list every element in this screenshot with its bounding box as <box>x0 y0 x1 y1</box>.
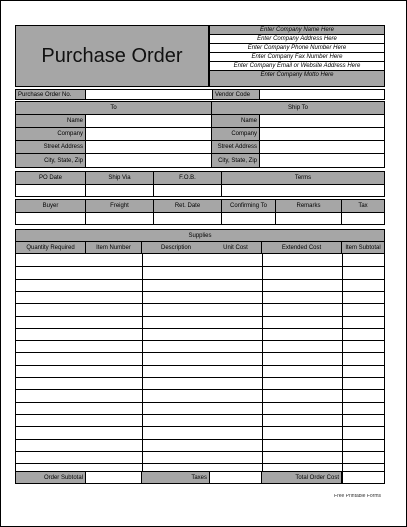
po-number-row <box>15 89 385 100</box>
table-row-divider <box>16 463 384 464</box>
company-phone-field[interactable]: Enter Company Phone Number Here <box>210 44 384 53</box>
buyer-label: Buyer <box>16 200 86 213</box>
terms-label: Terms <box>222 172 384 185</box>
total-order-cost-input[interactable] <box>342 472 384 483</box>
table-row-divider <box>16 279 384 280</box>
order-details-row2 <box>15 199 385 225</box>
table-row-divider <box>16 414 384 415</box>
to-city-label: City, State, Zip <box>16 154 86 167</box>
ship-street-input[interactable] <box>260 141 384 154</box>
remarks-input[interactable] <box>276 213 342 224</box>
to-company-label: Company <box>16 128 86 141</box>
col-divider <box>262 254 263 483</box>
to-company-input[interactable] <box>86 128 212 141</box>
ship-name-input[interactable] <box>260 115 384 128</box>
order-subtotal-label: Order Subtotal <box>16 472 86 483</box>
supplies-header: Supplies <box>16 230 384 242</box>
table-row-divider <box>16 352 384 353</box>
table-row-divider <box>16 266 384 267</box>
col-quantity-required: Quantity Required <box>16 242 86 254</box>
freight-label: Freight <box>86 200 154 213</box>
footer-text: Free Printable Forms <box>334 494 381 499</box>
ship-to-header: Ship To <box>212 102 384 115</box>
company-name-field[interactable]: Enter Company Name Here <box>210 26 384 35</box>
terms-input[interactable] <box>222 185 384 196</box>
company-email-field[interactable]: Enter Company Email or Website Address Here <box>210 62 384 71</box>
col-item-subtotal: Item Subtotal <box>342 242 384 254</box>
po-number-input[interactable] <box>86 90 226 99</box>
po-date-label: PO Date <box>16 172 86 185</box>
col-unit-cost: Unit Cost <box>210 242 262 254</box>
to-name-label: Name <box>16 115 86 128</box>
tax-label: Tax <box>342 200 384 213</box>
title-box <box>15 25 209 87</box>
ship-via-input[interactable] <box>86 185 154 196</box>
col-divider <box>342 254 343 483</box>
buyer-input[interactable] <box>16 213 86 224</box>
ship-via-label: Ship Via <box>86 172 154 185</box>
order-subtotal-input[interactable] <box>86 472 142 483</box>
vendor-code-input[interactable] <box>260 90 384 99</box>
col-divider <box>142 254 143 483</box>
tax-input[interactable] <box>342 213 384 224</box>
table-row-divider <box>16 316 384 317</box>
table-row-divider <box>16 328 384 329</box>
ship-company-label: Company <box>212 128 260 141</box>
table-row-divider <box>16 365 384 366</box>
table-row-divider <box>16 451 384 452</box>
company-info-block <box>209 25 385 87</box>
table-row-divider <box>16 340 384 341</box>
col-description: Description <box>142 242 210 254</box>
company-address-field[interactable]: Enter Company Address Here <box>210 35 384 44</box>
table-row-divider <box>16 303 384 304</box>
fob-label: F.O.B. <box>154 172 222 185</box>
to-header: To <box>16 102 212 115</box>
to-street-label: Street Address <box>16 141 86 154</box>
vendor-code-label: Vendor Code <box>212 90 260 99</box>
freight-input[interactable] <box>86 213 154 224</box>
ship-name-label: Name <box>212 115 260 128</box>
ship-company-input[interactable] <box>260 128 384 141</box>
address-block <box>15 101 385 168</box>
table-row-divider <box>16 439 384 440</box>
page-title: Purchase Order <box>41 44 183 67</box>
table-row-divider <box>16 426 384 427</box>
ship-city-input[interactable] <box>260 154 384 167</box>
po-date-input[interactable] <box>16 185 86 196</box>
to-name-input[interactable] <box>86 115 212 128</box>
taxes-label: Taxes <box>142 472 210 483</box>
totals-row <box>15 471 385 484</box>
ret-date-label: Ret. Date <box>154 200 222 213</box>
taxes-input[interactable] <box>210 472 262 483</box>
ship-city-label: City, State, Zip <box>212 154 260 167</box>
company-motto-field[interactable]: Enter Company Motto Here <box>210 71 384 87</box>
table-row-divider <box>16 291 384 292</box>
col-item-number: Item Number <box>86 242 142 254</box>
to-street-input[interactable] <box>86 141 212 154</box>
remarks-label: Remarks <box>276 200 342 213</box>
total-order-cost-label: Total Order Cost <box>262 472 342 483</box>
supplies-table <box>15 229 385 484</box>
ship-street-label: Street Address <box>212 141 260 154</box>
table-row-divider <box>16 377 384 378</box>
ret-date-input[interactable] <box>154 213 222 224</box>
po-number-label: Purchase Order No. <box>16 90 86 99</box>
fob-input[interactable] <box>154 185 222 196</box>
table-row-divider <box>16 389 384 390</box>
order-details-row1 <box>15 171 385 197</box>
confirming-to-input[interactable] <box>222 213 276 224</box>
confirming-to-label: Confirming To <box>222 200 276 213</box>
company-fax-field[interactable]: Enter Company Fax Number Here <box>210 53 384 62</box>
col-extended-cost: Extended Cost <box>262 242 342 254</box>
table-row-divider <box>16 402 384 403</box>
to-city-input[interactable] <box>86 154 212 167</box>
